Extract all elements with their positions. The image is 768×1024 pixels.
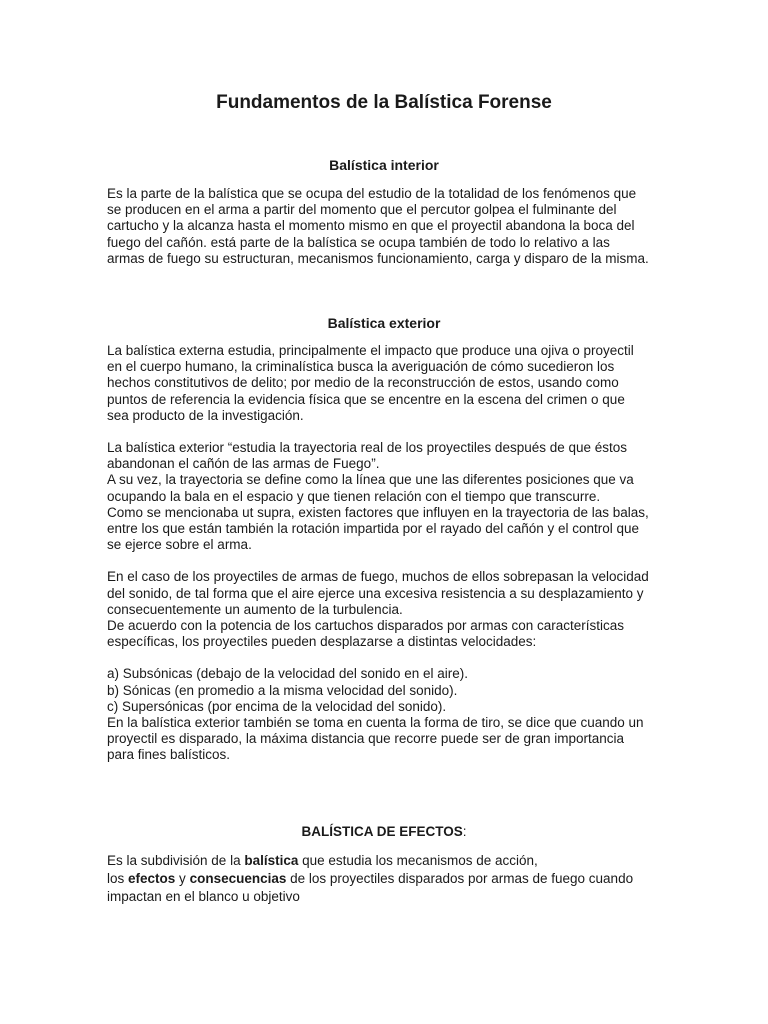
text-line: En el caso de los proyectiles de armas de fuego, muchos de ellos sobrepasan la velocidad (107, 569, 649, 585)
text-run: de los proyectiles disparados por armas de fuego cuando (286, 871, 634, 886)
text-line: cartucho y la alcanza hasta el momento mismo en que el proyectil abandona la boca del (107, 218, 635, 234)
text-run: que estudia los mecanismos de acción, (298, 853, 538, 868)
text-line: La balística exterior “estudia la trayectoria real de los proyectiles después de que éstos (107, 440, 628, 456)
text-line: armas de fuego su estructuran, mecanismos funcionamiento, carga y disparo de la misma. (107, 250, 649, 266)
text-line: específicas, los proyectiles pueden desplazarse a distintas velocidades: (107, 634, 537, 650)
heading-text: BALÍSTICA DE EFECTOS (301, 824, 463, 839)
text-line: consecuentemente un aumento de la turbulencia. (107, 601, 403, 617)
text-line: a) Subsónicas (debajo de la velocidad del sonido en el aire). (107, 666, 468, 682)
text-line: Como se mencionaba ut supra, existen factores que influyen en la trayectoria de las balas, (107, 504, 649, 520)
paragraph-exterior-3 (107, 569, 667, 650)
text-line: sea producto de la investigación. (107, 407, 304, 423)
section-exterior-body (107, 343, 667, 764)
text-line: En la balística exterior también se toma en cuenta la forma de tiro, se dice que cuando un (107, 715, 644, 731)
text-line: fuego del cañón. está parte de la balística se ocupa también de todo lo relativo a las (107, 234, 610, 250)
paragraph-gap (107, 553, 667, 569)
text-line: puntos de referencia la evidencia física que se encentre en la escena del crimen o que (107, 391, 625, 407)
text-line (107, 870, 667, 888)
paragraph-gap (107, 424, 667, 440)
text-line (107, 852, 667, 870)
text-line: A su vez, la trayectoria se define como la línea que une las diferentes posiciones que va (107, 472, 634, 488)
text-line: La balística externa estudia, principalmente el impacto que produce una ojiva o proyectil (107, 343, 634, 358)
heading-balistica-de-efectos (0, 824, 768, 839)
paragraph-efectos (107, 852, 667, 906)
text-line: De acuerdo con la potencia de los cartuchos disparados por armas con características (107, 618, 625, 634)
text-line: Es la parte de la balística que se ocupa del estudio de la totalidad de los fenómenos que (107, 186, 637, 201)
text-line: proyectil es disparado, la máxima distancia que recorre puede ser de gran importancia (107, 731, 625, 747)
document-title: Fundamentos de la Balística Forense (216, 92, 552, 113)
bold-term: efectos (128, 871, 176, 886)
paragraph-gap (107, 650, 667, 666)
text-line: ocupando la bala en el espacio y que tienen relación con el tiempo que transcurre. (107, 488, 601, 504)
text-run: y (175, 871, 190, 886)
text-line: se producen en el arma a partir del momento que el percutor golpea el fulminante del (107, 202, 617, 218)
text-line: en el cuerpo humano, la criminalística busca la averiguación de cómo sucedieron los (107, 359, 615, 375)
text-line: se ejerce sobre el arma. (107, 537, 252, 553)
bold-term: consecuencias (189, 871, 287, 886)
heading-balistica-interior: Balística interior (329, 157, 439, 173)
text-run: Es la subdivisión de la (107, 853, 245, 868)
heading-balistica-exterior: Balística exterior (327, 315, 441, 331)
paragraph-interior (107, 186, 667, 267)
text-run: los (107, 871, 129, 886)
bold-term: balística (244, 853, 299, 868)
text-line: hechos constitutivos de delito; por medio de la reconstrucción de estos, usando como (107, 375, 619, 391)
paragraph-exterior-2 (107, 440, 667, 553)
text-line: abandonan el cañón de las armas de Fuego”. (107, 456, 380, 472)
text-line: impactan en el blanco u objetivo (107, 889, 300, 904)
heading-colon: : (462, 824, 467, 839)
paragraph-exterior-4 (107, 666, 667, 763)
paragraph-exterior-1 (107, 343, 667, 424)
text-line: b) Sónicas (en promedio a la misma velocidad del sonido). (107, 682, 458, 698)
text-line: del sonido, de tal forma que el aire ejerce una excesiva resistencia a su desplazamiento y (107, 585, 644, 601)
text-line: c) Supersónicas (por encima de la velocidad del sonido). (107, 698, 447, 714)
text-line: para fines balísticos. (107, 747, 231, 763)
text-line: entre los que están también la rotación impartida por el rayado del cañón y el control que (107, 521, 640, 537)
